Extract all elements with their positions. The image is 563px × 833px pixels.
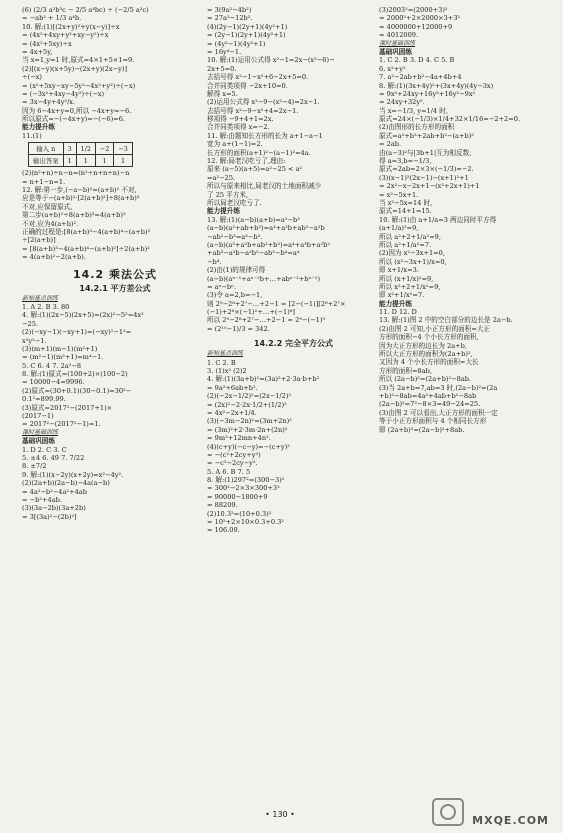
text-line: 12. 解:局老汉吃亏了,理由:	[207, 157, 286, 166]
text-line: 11. 解:由题知长方形的长为 a+1−a−1	[207, 131, 323, 140]
text-line: = 3(9a²−4b²)	[207, 6, 252, 14]
text-line: 4. 解:(1)(3a+b)²=(3a)²+2·3a·b+b²	[207, 375, 320, 384]
text-line: 11. D 12. D	[379, 308, 417, 317]
text-line: = −c²−2cy−y².	[207, 459, 258, 468]
text-line: 因为 6−4x+y=0,所以 −4x+y=−6.	[22, 106, 132, 115]
text-line: = 4a²−b²−4a²+4ab	[22, 487, 87, 496]
text-line: = 3[(3a)²−(2b)²]	[22, 512, 77, 521]
text-line: (2)由图 2 可知,小正方形的面积=大正	[379, 324, 491, 333]
text-line: (4)(c+y)(−c−y)=−(c+y)²	[207, 442, 290, 451]
text-line: (3)(3a−2b)(3a+2b)	[22, 504, 86, 513]
text-line: 所以 (x²−3x+1)/x=0,	[379, 257, 447, 266]
text-line: = 300²−2×3×300+3²	[207, 484, 280, 493]
text-line: = −b²+4ab.	[22, 495, 62, 504]
text-line: 新知基点训练	[22, 294, 59, 302]
text-line: 第二步(a+b)²÷8(a+b)³=4(a+b)³	[22, 211, 126, 220]
text-line: 又因为 4 个小长方形的面积=大长	[379, 358, 479, 367]
text-line: 所以 2⁹−2⁸+2⁷−…+2−1 = 2⁹−(−1)⁹	[207, 316, 325, 325]
text-line: 不对,应保留原式,	[22, 202, 73, 211]
text-line: 能力提升练	[379, 299, 412, 308]
text-line: 了 25 平方米,	[207, 190, 249, 199]
text-line: = 10000−4=9996.	[22, 378, 85, 387]
text-line: 合并同类项得 −2x+10=0.	[207, 81, 288, 90]
table-row	[29, 155, 133, 167]
text-line: 10. 解:(1)由 a+1/a=3 两边同时平方得	[379, 215, 497, 224]
text-line: 5. A 6. B 7. 5	[207, 467, 251, 476]
text-line: = [8(a+b)³−4(a+b)⁴−(a+b)²]÷2(a+b)²	[22, 244, 150, 253]
text-line: 1. C 2. B 3. D 4. C 5. B	[379, 56, 455, 65]
text-line: 3. (1)x² (2)2	[207, 367, 247, 376]
table-cell: −2	[95, 143, 113, 155]
text-line: = aⁿ−bⁿ.	[207, 282, 237, 291]
text-line: = (3m)²+2·3m·2n+(2n)²	[207, 425, 288, 434]
text-line: = 3x−4y+4y²/x.	[22, 98, 76, 107]
text-line: (2)(−xy−1)(−xy+1)=(−xy)²−1²=	[22, 328, 132, 337]
table-cell: 1	[114, 155, 132, 167]
text-line: 方形的面积=8ab,	[379, 366, 432, 375]
text-line: 12. 解:第一步,(−a−b)²=(a+b)² 不对,	[22, 186, 137, 195]
text-line: (a−b)(a²+ab+b²)=a³+a²b+ab²−a²b	[207, 224, 325, 233]
text-line: 因为大正方形的边长为 2a+b,	[379, 341, 468, 350]
text-line: 13. 解:(1)图 2 中的空白部分的边长是 2a−b.	[379, 316, 513, 325]
text-line: 当 x=1,y=1 时,原式=4×1+5×1=9.	[22, 56, 135, 65]
text-line: = (4y²−1)(4y²+1)	[207, 39, 266, 48]
watermark-text: MXQE.COM	[472, 814, 549, 827]
text-line: (3)2003²=(2000+3)²	[379, 6, 448, 14]
text-line: (2)因为 x²−3x+1=0,	[379, 249, 445, 258]
text-line: 所以大正方形的面积为(2a+b)²,	[379, 350, 473, 359]
text-line: 课时基础训练	[379, 39, 416, 47]
table-cell: 1	[95, 155, 113, 167]
text-line: (3)原式=2017²−(2017+1)×	[22, 403, 113, 412]
text-line: (3)(x−1)²(2x−1)−(x+1)²+1	[379, 173, 469, 182]
text-line: = (−3x²+4xy−4y²)÷(−x)	[22, 89, 105, 98]
text-line: 当 x²−5x=14 时,	[379, 198, 433, 207]
page-number: • 130 •	[265, 810, 295, 819]
text-line: 所以 (2a−b)²=(2a+b)²−8ab.	[379, 375, 472, 384]
column-left	[22, 6, 208, 521]
text-line: = 4x+5y,	[22, 47, 53, 56]
text-line: 即 (2a+b)²=(2a−b)²+8ab.	[379, 425, 465, 434]
text-line: 2x+5=0.	[207, 64, 237, 73]
text-line: = 27a²−12b².	[207, 14, 253, 23]
text-line: = 2ab.	[379, 140, 402, 149]
text-line: 即 x²+1/x²=7.	[379, 291, 425, 300]
text-line: 去括号得 x²−9−x²+4=2x−1.	[207, 106, 299, 115]
text-line: 当 x=−1/3, y=1/4 时,	[379, 106, 448, 115]
text-line: 正确的过程是:[8(a+b)³−4(a+b)⁴−(a+b)²	[22, 227, 151, 236]
text-line: −ab²−b³=a³−b³.	[207, 232, 263, 241]
text-line: (2017−1)	[22, 412, 54, 421]
text-line: = 4012009.	[379, 31, 419, 40]
text-line: 7. a²−2ab+b²−4a+4b+4	[379, 73, 462, 82]
text-line: 合并同类项得 x=−2.	[207, 123, 270, 132]
text-line: 9. 解:(1)(x−2y)(x+2y)=x²−4y².	[22, 470, 124, 479]
text-line: 则 2⁹−2⁸+2⁷−…+2−1 = [2−(−1)][2⁸+2⁷×	[207, 299, 346, 308]
text-line: = (2x)²−2·2x·1/2+(1/2)²	[207, 400, 287, 409]
text-line: 原来 (a−5)(a+5)=a²−25 < a²	[207, 165, 303, 174]
text-line: (2)(−2x−1/2)²=(2x−1/2)²	[207, 392, 292, 401]
text-line: = x²−5x+1.	[379, 190, 419, 199]
text-line: (2)原式=(30+0.1)(30−0.1)=30²−	[22, 386, 132, 395]
column-middle	[207, 6, 380, 535]
text-line: = 9m²+12mn+4n².	[207, 434, 271, 443]
text-line: = (4x²+4xy+y²+xy−y²)÷x	[22, 31, 109, 40]
text-line: = 24xy+32y².	[379, 98, 425, 107]
text-line: (2)由(1)的规律可得	[207, 266, 266, 275]
text-line: 5. C 6. 4 7. 2a²−8	[22, 361, 82, 370]
text-line: (a−b)(aⁿ⁻¹+aⁿ⁻²b+…+abⁿ⁻²+bⁿ⁻¹)	[207, 274, 321, 283]
section-title-difference-of-squares: 14.2.1 平方差公式	[79, 283, 151, 293]
table-cell: 1	[63, 155, 76, 167]
table-row	[29, 143, 133, 155]
text-line: = 10²+2×10×0.3+0.3²	[207, 518, 284, 527]
text-line: = 4(a+b)²−2(a+b).	[22, 253, 86, 262]
text-line: 8. ±7/2	[22, 462, 47, 471]
text-line: (2)(2a+b)(2a−b)−4a(a−b)	[22, 479, 110, 488]
text-line: 所以 x²+2+1/x²=9,	[379, 282, 441, 291]
text-line: 所以与原来相比,局老汉的土地面积减少	[207, 182, 322, 191]
text-line: ÷[2(a+b)]	[22, 236, 56, 245]
text-line: 6. x²+y²	[379, 64, 406, 73]
text-line: 所以原式=−(−4x+y)=−(−6)=6.	[22, 115, 125, 124]
text-line: 10. 解:(1)运用公式得 x²−1=2x−(x²−6)−	[207, 56, 335, 65]
text-line: (a−b)(a³+a²b+ab²+b³)=a⁴+a³b+a²b²	[207, 240, 330, 249]
text-line: = 9a²+6ab+b².	[207, 383, 258, 392]
text-line: 8. 解:(1)297²=(300−3)²	[207, 476, 285, 485]
text-line: = −ab² + 1/3 a⁴b.	[22, 14, 82, 23]
text-line: 解得 x=5.	[207, 89, 238, 98]
text-line: (3)当 2a+b=7,ab=3 时,(2a−b)²=(2a	[379, 383, 498, 392]
text-line: = 2x²−x−2x+1−(x²+2x+1)+1	[379, 182, 480, 191]
text-line: = 2017²−(2017²−1)=1.	[22, 420, 101, 429]
text-line: (2)运用公式得 x²−9−(x²−4)=2x−1.	[207, 98, 320, 107]
text-line: = (2¹⁰−1)/3 = 342.	[207, 324, 270, 333]
text-line: (4)(2y−1)(2y+1)(4y²+1)	[207, 22, 288, 31]
text-line: (3)(−3m−2n)²=(3m+2n)²	[207, 417, 292, 426]
text-line: = (x²+5xy−xy−5y²−4x²+y²)÷(−x)	[22, 81, 136, 90]
text-line: 5. ±4 6. 49 7. 7/22	[22, 453, 85, 462]
text-line: = 88209.	[207, 501, 238, 510]
text-line: 能力提升练	[22, 123, 55, 132]
text-line: 所以 a²+2+1/a²=9,	[379, 232, 441, 241]
text-line: 新知基点训练	[207, 350, 244, 358]
text-line: x²y²−1.	[22, 336, 47, 345]
text-line: (−1)+2⁶×(−1)²+…+(−1)⁸]	[207, 308, 295, 317]
text-line: (3)(m+1)(m−1)(m²+1)	[22, 344, 98, 353]
text-line: 8. 解:(1)原式=(100+2)×(100−2)	[22, 370, 128, 379]
text-line: 长方形的面积(a+1)²−(a−1)²=4a.	[207, 148, 311, 157]
text-line: (2)[(x−y)(x+5y)−(2x+y)(2x−y)]	[22, 64, 128, 73]
table-cell: −3	[114, 143, 132, 155]
table-cell: 输出答案	[29, 155, 64, 167]
column-right	[379, 6, 559, 434]
table-cell: 1	[76, 155, 95, 167]
text-line: 13. 解:(1)(a−b)(a+b)=a²−b²	[207, 215, 300, 224]
text-line: 1. A 2. B 3. 80	[22, 302, 70, 311]
text-line: 能力提升练	[207, 207, 240, 216]
text-line: 方形的面积−4 个小长方形的面积,	[379, 333, 479, 342]
text-line: = −(c²+2cy+y²)	[207, 450, 261, 459]
text-line: = 2000²+2×2000×3+3²	[379, 14, 461, 23]
text-line: (3)令 a=2,b=−1,	[207, 291, 263, 300]
text-line: 移项得 −9+4+1=2x.	[207, 115, 274, 124]
text-line: −b⁴.	[207, 257, 222, 266]
section-title-multiplication-formulas: 14.2 乘法公式	[73, 267, 157, 281]
text-line: (2)由图形的长方形的面积	[379, 123, 455, 132]
section-title-perfect-square: 14.2.2 完全平方公式	[253, 339, 334, 349]
text-line: 11.(1)	[22, 131, 42, 140]
text-line: 1. D 2. C 3. C	[22, 445, 67, 454]
text-line: −25.	[22, 319, 39, 328]
text-line: = 90000−1800+9	[207, 492, 268, 501]
text-line: 0.1²=899.99.	[22, 395, 66, 404]
text-line: 即 x+1/x=3.	[379, 266, 419, 275]
input-output-table	[28, 142, 133, 167]
table-cell: 1/2	[76, 143, 95, 155]
text-line: 去括号得 x²−1−x²+6−2x+5=0.	[207, 73, 309, 82]
table-cell: 3	[63, 143, 76, 155]
watermark-logo	[431, 795, 557, 829]
text-line: 原式=2ab=2×3×(−1/3)=−2.	[379, 165, 474, 174]
text-line: 1. C 2. B	[207, 358, 236, 367]
text-line: 等于小正方形面积与 4 个相同长方形	[379, 417, 487, 426]
text-line: 10. 解:(1)[(2x+y)²+y(x−y)]÷x	[22, 22, 120, 31]
text-line: 得 a=3,b=−1/3,	[379, 157, 432, 166]
text-line: (2)(n²+n)÷n−n=(n²÷n+n÷n)−n	[22, 169, 130, 178]
text-line: = 9x²+24xy+16y²+16y²−9x²	[379, 89, 476, 98]
text-line: = (2y−1)(2y+1)(4y²+1)	[207, 31, 286, 40]
text-line: 原式=14+1=15.	[379, 207, 432, 216]
text-line: = (4x²+5xy)÷x	[22, 39, 72, 48]
text-line: = n+1−n=1.	[22, 177, 66, 186]
text-line: =a²−25.	[207, 173, 236, 182]
text-line: = (m²−1)(m²+1)=m⁴−1.	[22, 353, 104, 362]
text-line: 所以局老汉吃亏了.	[207, 198, 262, 207]
text-line: = 16y⁴−1.	[207, 47, 242, 56]
text-line: ÷(−x)	[22, 73, 42, 82]
text-line: = 106.09.	[207, 526, 240, 535]
text-line: 原式=a²+b²+2ab+b²−(a+b)²	[379, 131, 474, 140]
text-line: 原式=24×(−1/3)×1/4+32×1/16=−2+2=0.	[379, 115, 521, 124]
text-line: 基础巩固练	[22, 437, 55, 446]
text-line: (a+1/a)²=9,	[379, 224, 419, 233]
text-line: = 4000000+12000+9	[379, 22, 453, 31]
text-line: 课时基础训练	[22, 428, 59, 436]
text-line: +b)²−8ab=4a²+4ab+b²−8ab	[379, 391, 477, 400]
text-line: (2a−b)²=7²−8×3=49−24=25.	[379, 400, 481, 409]
text-line: = 4x²−2x+1/4.	[207, 408, 257, 417]
text-line: 所以 a²+1/a²=7.	[379, 240, 432, 249]
text-line: +ab³−a³b−a²b²−ab³−b⁴=a⁴	[207, 249, 300, 258]
text-line: 不对,应为4(a+b)².	[22, 219, 79, 228]
text-line: 4. 解:(1)(2x−5)(2x+5)=(2x)²−5²=4x²	[22, 311, 144, 320]
text-line: 基础巩固练	[379, 47, 412, 56]
text-line: 应是等于−(a+b)²·[2(a+b)²]÷8(a+b)³	[22, 194, 140, 203]
text-line: 由(a−3)²与|3b+1|互为相反数,	[379, 148, 472, 157]
text-line: (2)10.3²=(10+0.3)²	[207, 509, 272, 518]
text-line: (6) (2/3 a²b³c − 2/5 a⁴bc) ÷ (−2/5 a²c)	[22, 6, 149, 14]
text-line: 宽为 a+(1−1)=2.	[207, 140, 263, 149]
table-cell: 输入 n	[29, 143, 64, 155]
text-line: 8. 解:(1)(3x+4y)²+(3x+4y)(4y−3x)	[379, 81, 494, 90]
text-line: 所以 (x+1/x)²=9,	[379, 274, 434, 283]
text-line: (3)由图 2 可以看出,大正方形的面积一定	[379, 408, 498, 417]
